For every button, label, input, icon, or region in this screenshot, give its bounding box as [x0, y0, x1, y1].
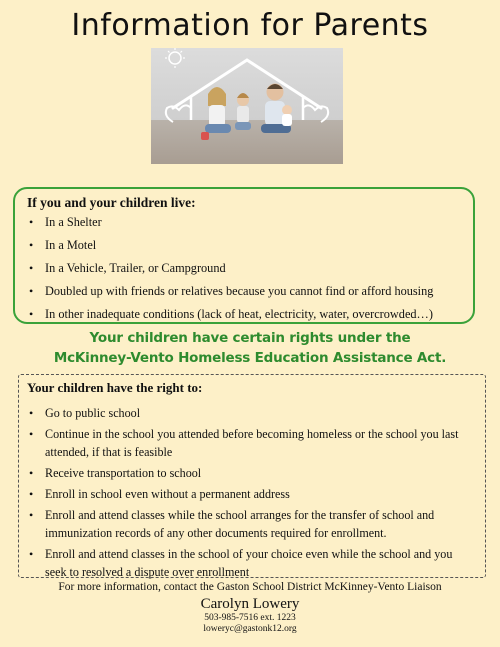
rights-heading: Your children have the right to: [27, 380, 203, 395]
list-item: • In other inadequate conditions (lack of heat, electricity, water, overcrowded…) [27, 307, 461, 322]
contact-email: loweryc@gastonk12.org [203, 624, 297, 634]
contact-footer [0, 580, 500, 635]
list-item: • Receive transportation to school [27, 464, 475, 482]
contact-name: Carolyn Lowery [200, 596, 300, 612]
list-item: • In a Shelter [27, 215, 461, 230]
rights-statement-line1: Your children have certain rights under the [89, 330, 411, 346]
rights-list [27, 404, 475, 581]
family-house-illustration [151, 48, 343, 164]
more-info-text: For more information, contact the Gaston School District McKinney-Vento Liaison [58, 581, 442, 593]
list-item: • In a Vehicle, Trailer, or Campground [27, 261, 461, 276]
list-item: • Doubled up with friends or relatives because you cannot find or afford housing [27, 284, 461, 299]
page-title: Information for Parents [71, 8, 429, 43]
living-situations-heading: If you and your children live: [27, 195, 196, 210]
list-item: • Continue in the school you attended before becoming homeless or the school you last attended, if that is feasible [27, 425, 475, 461]
living-situations-box [13, 187, 475, 324]
list-item: • Enroll in school even without a permanent address [27, 485, 475, 503]
list-item: • Enroll and attend classes while the school arranges for the transfer of school and immunization records of any other documents required for enrollment. [27, 506, 475, 542]
family-photo [151, 48, 343, 164]
living-situations-list [27, 215, 461, 322]
rights-statement-line2: McKinney-Vento Homeless Education Assistance Act. [53, 350, 447, 366]
list-item: • In a Motel [27, 238, 461, 253]
list-item: • Go to public school [27, 404, 475, 422]
rights-statement [0, 328, 500, 368]
list-item: • Enroll and attend classes in the school of your choice even while the school and you seek to resolved a dispute over enrollment [27, 545, 475, 581]
contact-phone: 503-985-7516 ext. 1223 [204, 613, 296, 623]
rights-box [18, 374, 486, 578]
